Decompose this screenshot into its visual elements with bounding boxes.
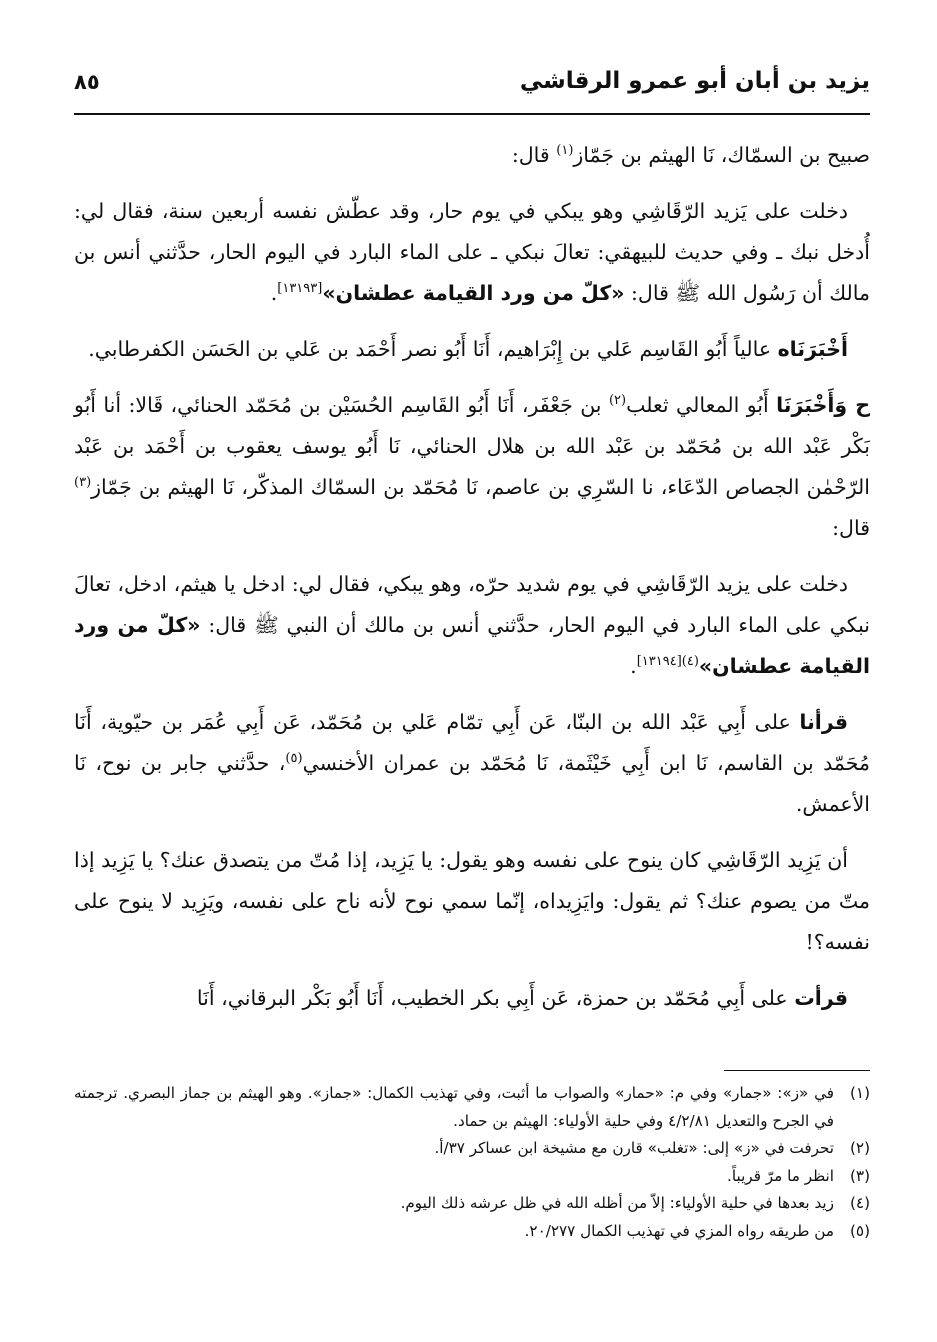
hadith-reference: [١٣١٩٤] (636, 654, 682, 670)
footnote-marker-3: (٣) (74, 475, 92, 491)
footnote-text: في «ز»: «جمار» وفي م: «حمار» والصواب ما أثبت، وفي تهذيب الكمال: «جماز». وهو الهيثم بن جماز البصري. ترجمته في الجرح والتعديل ٤/٢/٨١ وفي حلية الأولياء: الهيثم بن حماد. (74, 1084, 834, 1130)
running-title: يزيد بن أبان أبو عمرو الرقاشي (519, 68, 870, 94)
footnote-marker-5: (٥) (285, 751, 303, 767)
text-run: . (270, 281, 278, 305)
paragraph-1 (74, 135, 870, 176)
paragraph-lead: قرأت (794, 986, 848, 1010)
text-run: ، حدَّثني جابر بن نوح، نَا الأعمش. (74, 751, 870, 816)
footnote-marker-1: (١) (556, 143, 574, 159)
footnotes (74, 1080, 870, 1245)
footnote-separator (724, 1070, 870, 1071)
footnote-4 (74, 1190, 870, 1218)
text-run: بن جَعْفَر، أَنَا أَبُو القَاسِم الحُسَيْن بن مُحَمّد الحنائي، قَالا: أنا أَبُو بَكْر عَبْد الله بن مُحَمّد بن عَبْد الله بن هلال الحنائي، نَا أَبُو يوسف يعقوب بن أَحْمَد بن عَبْد الرّحْمٰن الجصاص الدّعَاء، نا السّرِي بن عاصم، نَا مُحَمّد بن السمّاك المذكّر، نَا الهيثم بن جَمّاز (74, 393, 870, 499)
paragraph-6 (74, 702, 870, 825)
text-run: على أَبِي عَبْد الله بن البنّا، عَن أَبِي تمّام عَلي بن مُحَمّد، عَن أَبِي عُمَر بن حيّوية، أَنَا مُحَمّد بن القاسم، نَا ابن أَبِي خَيْثَمة، نَا مُحَمّد بن عمران الأخنسي (74, 710, 870, 775)
footnote-text: انظر ما مرّ قريباً. (727, 1166, 834, 1185)
paragraph-lead: أَخْبَرَنَاه (777, 337, 848, 361)
hadith-quote: «كلّ من ورد القيامة عطشان» (74, 613, 870, 678)
footnote-marker-2: (٢) (608, 393, 627, 409)
footnote-5 (74, 1218, 870, 1246)
footnote-1 (74, 1080, 870, 1135)
text-run: دخلت على يَزيد الرّقَاشِي وهو يبكي في يوم حار، وقد عطّش نفسه أربعين سنة، فقال لي: أُدخل نبك ـ وفي حديث للبيهقي: تعالَ نبكي ـ على الماء البارد في اليوم الحار، حدَّثني أنس بن مالك أن رَسُول الله ﷺ قال: (74, 199, 870, 305)
paragraph-lead: قرأنا (799, 710, 848, 734)
text-run: صبيح بن السمّاك، نَا الهيثم بن جَمّاز (573, 143, 870, 167)
footnote-number: (١) (849, 1084, 870, 1102)
footnote-number: (٥) (849, 1221, 870, 1240)
paragraph-2 (74, 191, 870, 314)
header-rule (74, 113, 870, 115)
paragraph-8 (74, 978, 870, 1019)
paragraph-7 (74, 840, 870, 963)
footnote-number: (٤) (849, 1194, 870, 1212)
page-number: ٨٥ (74, 70, 100, 94)
footnote-number: (٢) (849, 1139, 870, 1157)
footnote-marker-4: (٤) (681, 654, 699, 670)
page-header (70, 64, 870, 110)
paragraph-3 (74, 329, 870, 370)
hadith-quote: «كلّ من ورد القيامة عطشان» (322, 281, 625, 305)
paragraph-4 (74, 385, 870, 549)
footnote-text: من طريقه رواه المزي في تهذيب الكمال ٢٠/٢٧٧. (524, 1221, 834, 1240)
text-run: دخلت على يزيد الرّقَاشِي في يوم شديد حرّه، وهو يبكي، فقال لي: ادخل يا هيثم، ادخل، تعالَ نبكي على الماء البارد في اليوم الحار، حدَّثني أنس بن مالك أن النبي ﷺ قال: (74, 572, 870, 637)
text-run: . (630, 654, 637, 678)
text-run: أن يَزِيد الرّقَاشِي كان ينوح على نفسه وهو يقول: يا يَزِيد، إذا مُتّ من يتصدق عنك؟ يا يَزِيد إذا متّ من يصوم عنك؟ ثم يقول: وايَزِيداه، إنّما سمي نوح لأنه ناح على نفسه، ويَزِيد لا ينوح على نفسه؟! (74, 848, 870, 954)
main-text (74, 135, 870, 1019)
footnote-3 (74, 1163, 870, 1191)
footnote-number: (٣) (849, 1166, 870, 1185)
text-run: على أَبِي مُحَمّد بن حمزة، عَن أَبِي بكر الخطيب، أَنَا أَبُو بَكْر البرقاني، أَنَا (196, 986, 795, 1010)
hadith-reference: [١٣١٩٣] (277, 281, 323, 297)
text-run: قال: (511, 143, 557, 167)
footnote-2 (74, 1135, 870, 1163)
text-run: قال: (832, 516, 870, 540)
paragraph-lead: ح وَأَخْبَرَنَا (776, 393, 870, 417)
footnote-text: زيد بعدها في حلية الأولياء: إلاّ من أظله الله في ظل عرشه ذلك اليوم. (400, 1194, 834, 1212)
paragraph-5 (74, 564, 870, 687)
text-run: عالياً أَبُو القَاسِم عَلي بن إِبْرَاهيم، أَنَا أَبُو نصر أَحْمَد بن عَلي بن الحَسَن الكفرطابي. (88, 337, 778, 361)
text-run: أَبُو المعالي ثعلب (626, 393, 777, 417)
footnote-text: تحرفت في «ز» إلى: «تغلب» قارن مع مشيخة ابن عساكر ٣٧/أ. (434, 1139, 834, 1157)
